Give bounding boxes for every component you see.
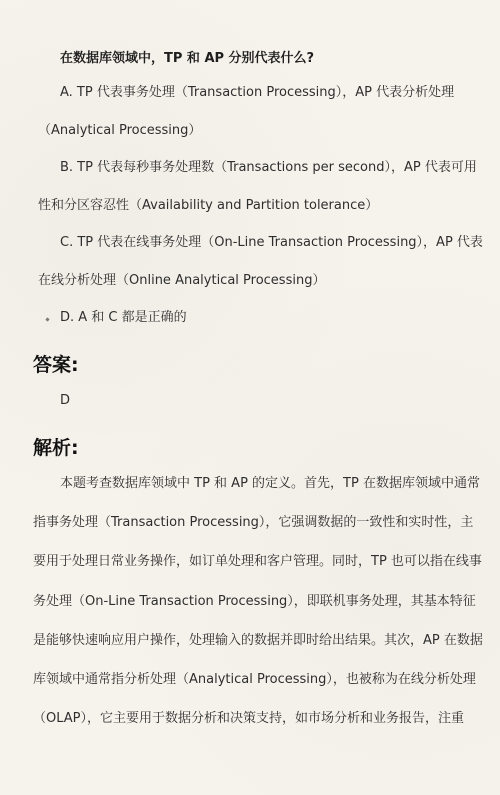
analysis-line-1: 本题考查数据库领域中 TP 和 AP 的定义。首先，TP 在数据库领域中通常 [60, 476, 480, 491]
question-text: 在数据库领域中，TP 和 AP 分别代表什么? [60, 51, 315, 66]
analysis-line-4: 务处理（On-Line Transaction Processing），即联机事务处理，其基本特征 [33, 594, 476, 609]
analysis-line-5: 是能够快速响应用户操作，处理输入的数据并即时给出结果。其次，AP 在数据 [33, 633, 483, 648]
analysis-line-7: （OLAP），它主要用于数据分析和决策支持，如市场分析和业务报告，注重 [33, 711, 465, 726]
option-c-line-2: 在线分析处理（Online Analytical Processing） [38, 273, 326, 288]
answer-heading: 答案: [33, 354, 79, 376]
option-a-line-1: A. TP 代表事务处理（Transaction Processing），AP 代表分析处理 [60, 85, 455, 100]
option-c-line-1: C. TP 代表在线事务处理（On-Line Transaction Processing），AP 代表 [60, 235, 483, 250]
paper-speck-mark [45, 317, 49, 321]
answer-value: D [60, 393, 71, 408]
analysis-line-6: 库领域中通常指分析处理（Analytical Processing），也被称为在线分析处理 [33, 672, 476, 687]
analysis-line-2: 指事务处理（Transaction Processing），它强调数据的一致性和实时性，主 [33, 515, 474, 530]
option-b-line-1: B. TP 代表每秒事务处理数（Transactions per second），AP 代表可用 [60, 160, 477, 175]
analysis-heading: 解析: [33, 437, 79, 459]
analysis-line-3: 要用于处理日常业务操作，如订单处理和客户管理。同时，TP 也可以指在线事 [33, 554, 482, 569]
option-b-line-2: 性和分区容忍性（Availability and Partition tolerance） [38, 198, 379, 213]
option-d-line-1: D. A 和 C 都是正确的 [60, 310, 187, 325]
option-a-line-2: （Analytical Processing） [38, 123, 202, 138]
